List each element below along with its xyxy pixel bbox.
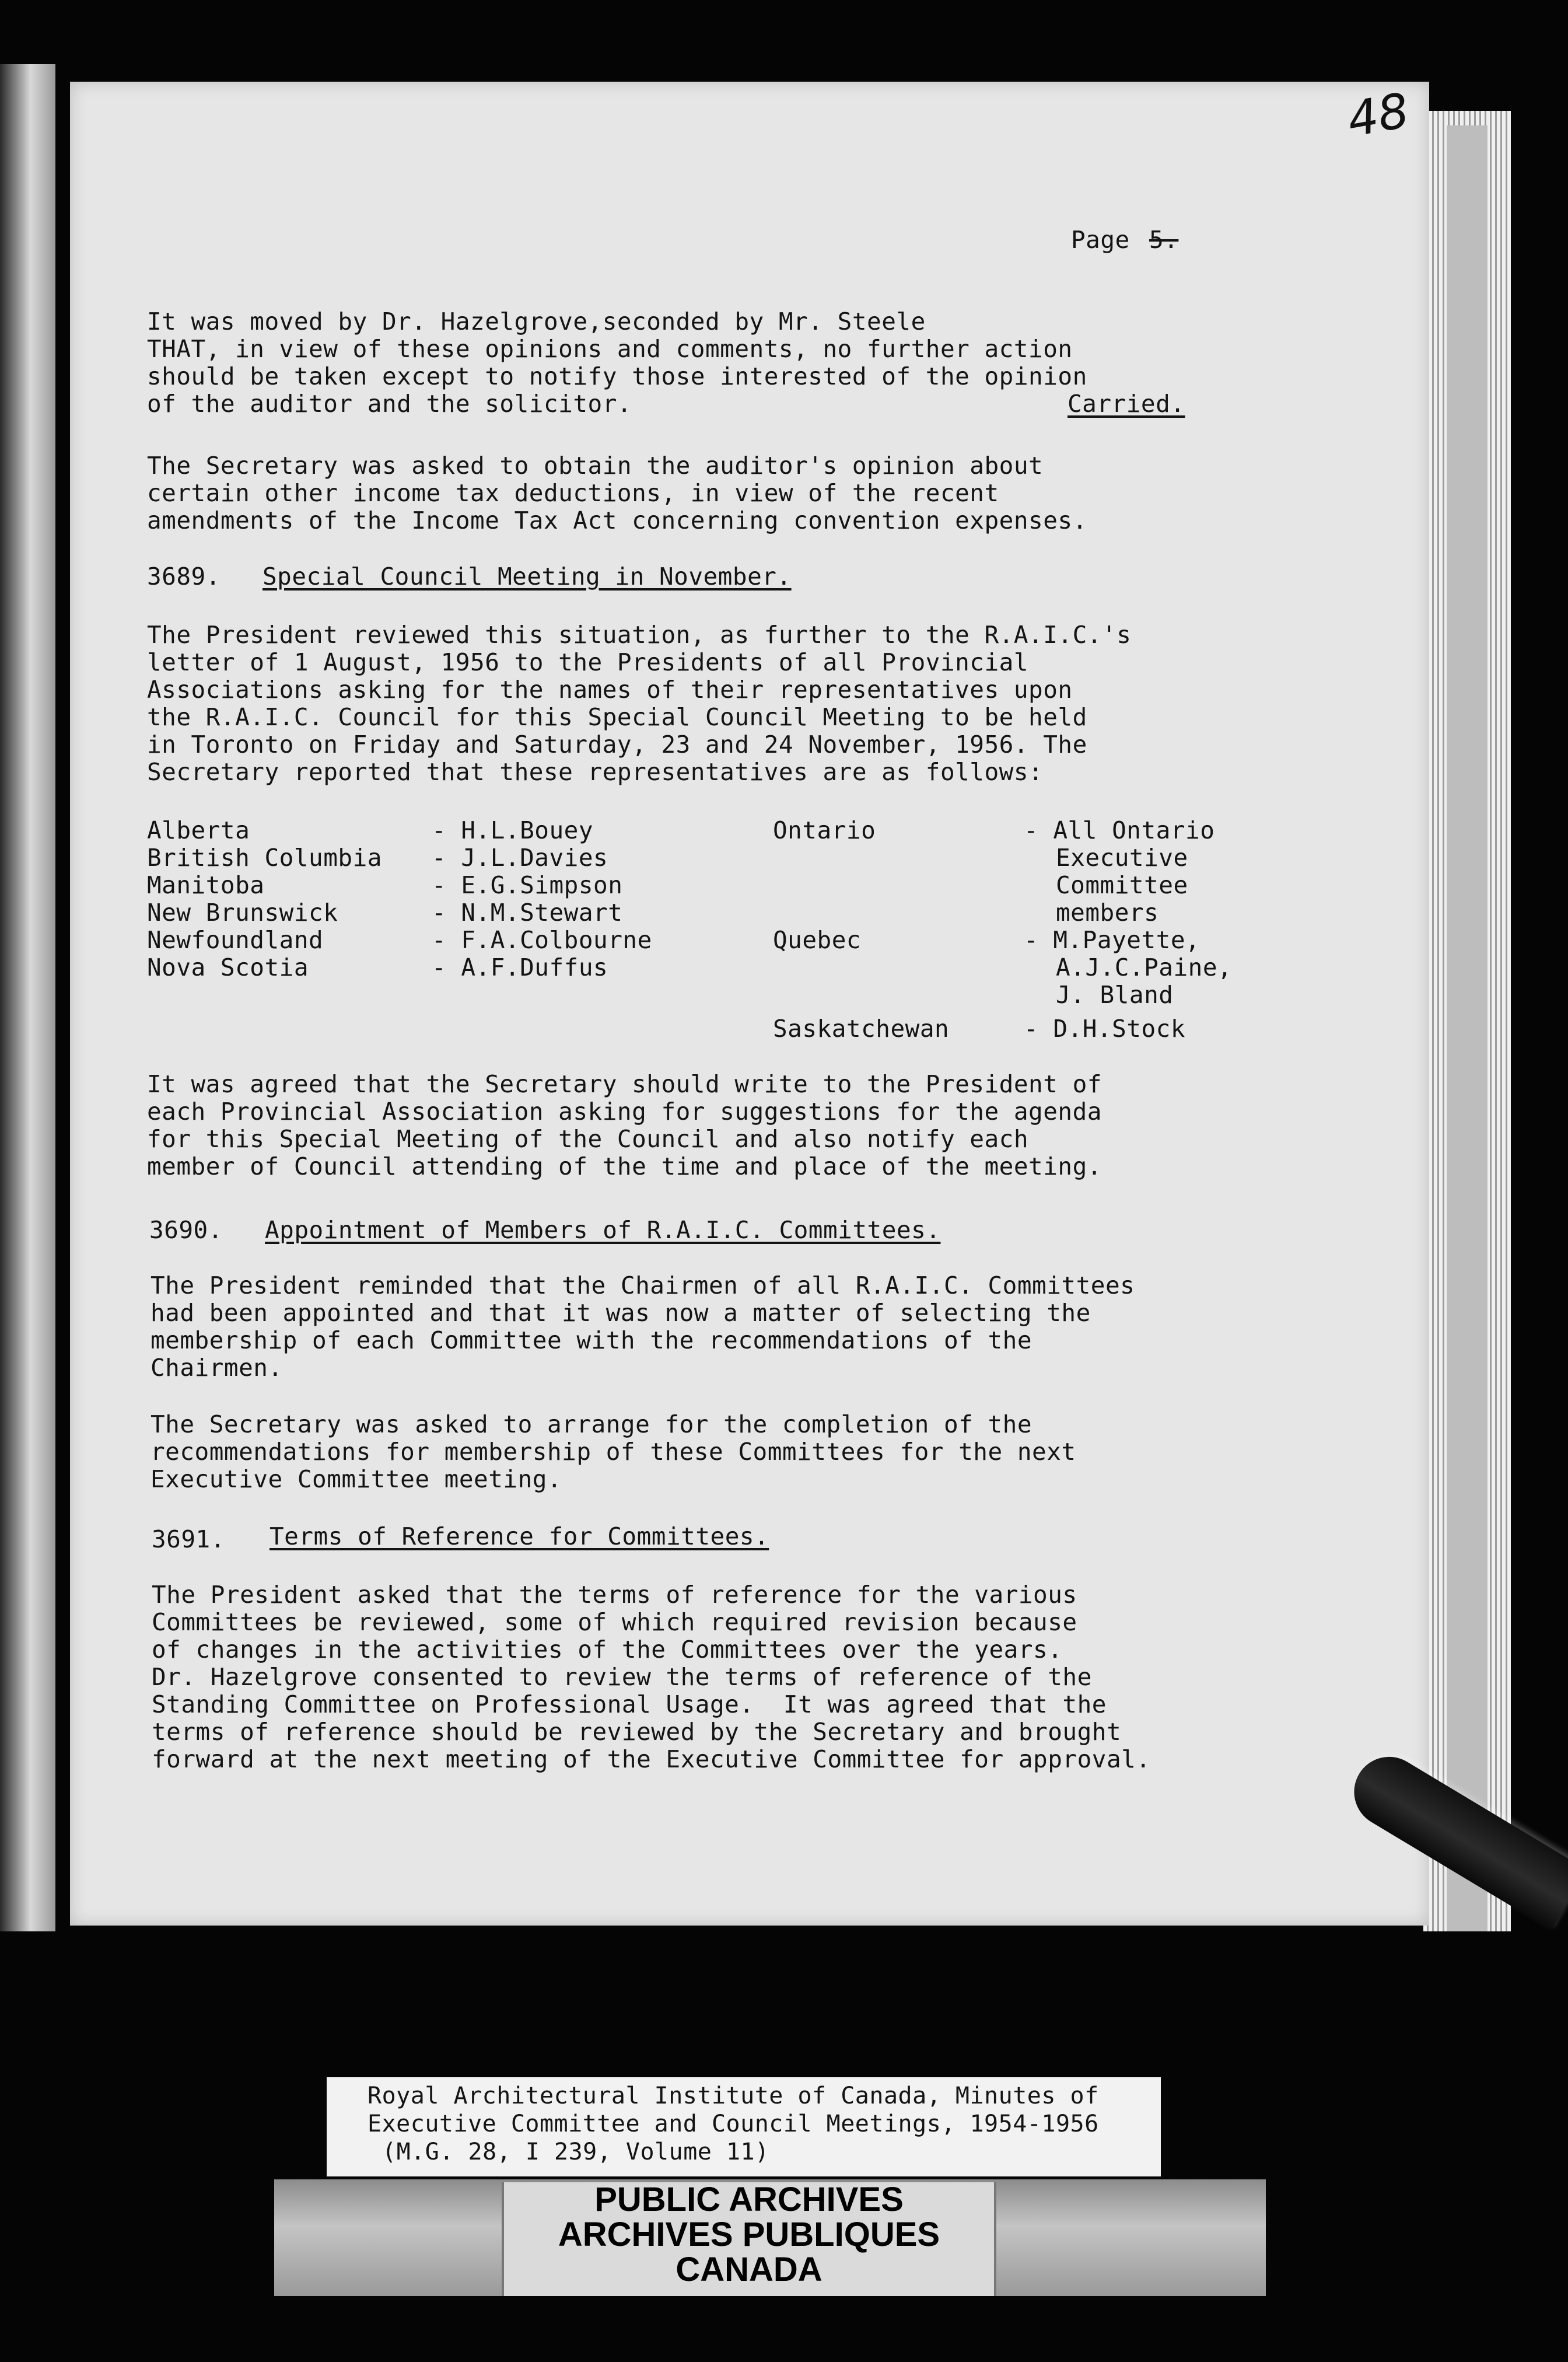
section-title: Appointment of Members of R.A.I.C. Committees. [265, 1216, 941, 1244]
stamp-line: PUBLIC ARCHIVES [594, 2181, 904, 2218]
text-line: letter of 1 August, 1956 to the Presidents of all Provincial [147, 648, 1029, 676]
text-line: Associations asking for the names of their representatives upon [147, 676, 1073, 704]
text-line: certain other income tax deductions, in view of the recent [147, 479, 999, 507]
text-line: membership of each Committee with the recommendations of the [150, 1326, 1032, 1354]
text-line: Committees be reviewed, some of which required revision because [152, 1608, 1077, 1636]
text-line: The President reminded that the Chairmen of all R.A.I.C. Committees [150, 1271, 1135, 1299]
text-line: member of Council attending of the time and place of the meeting. [147, 1152, 1102, 1180]
label-line: Executive Committee and Council Meetings, 1954-1956 [368, 2111, 1099, 2137]
province-name: Alberta [147, 816, 250, 844]
representative-name: - J.L.Davies [432, 844, 608, 872]
text-line: It was agreed that the Secretary should write to the President of [147, 1070, 1102, 1098]
text-line: The Secretary was asked to obtain the auditor's opinion about [147, 452, 1044, 480]
page-number: 5. [1149, 226, 1179, 254]
representative-name: A.J.C.Paine, [1056, 953, 1233, 981]
province-name: Manitoba [147, 871, 265, 899]
representative-name: members [1056, 899, 1159, 927]
text-line: It was moved by Dr. Hazelgrove,seconded by Mr. Steele [147, 308, 926, 336]
handwritten-page-number: 48 [1343, 83, 1413, 148]
text-line: for this Special Meeting of the Council and also notify each [147, 1125, 1029, 1153]
text-line: Executive Committee meeting. [150, 1465, 562, 1493]
province-name: Nova Scotia [147, 953, 309, 981]
text-line: had been appointed and that it was now a matter of selecting the [150, 1299, 1091, 1327]
section-title: Terms of Reference for Committees. [270, 1522, 769, 1550]
text-line: of changes in the activities of the Committees over the years. [152, 1636, 1063, 1664]
text-line: Secretary reported that these representatives are as follows: [147, 758, 1044, 786]
text-line: Chairmen. [150, 1354, 283, 1382]
province-name: Newfoundland [147, 926, 324, 954]
section-number: 3690. [149, 1216, 223, 1244]
representative-name: - E.G.Simpson [432, 871, 623, 899]
section-number: 3691. [152, 1525, 225, 1553]
text-line: recommendations for membership of these Committees for the next [150, 1438, 1076, 1466]
text-line: terms of reference should be reviewed by the Secretary and brought [152, 1718, 1122, 1746]
representative-name: - D.H.Stock [1024, 1015, 1186, 1043]
representative-name: J. Bland [1056, 981, 1174, 1009]
label-line: Royal Architectural Institute of Canada, Minutes of [368, 2083, 1099, 2109]
province-name: Quebec [773, 926, 862, 954]
text-line: amendments of the Income Tax Act concerning convention expenses. [147, 506, 1087, 534]
text-line: in Toronto on Friday and Saturday, 23 and 24 November, 1956. The [147, 731, 1087, 759]
representative-name: Executive [1056, 844, 1188, 872]
stamp-line: CANADA [676, 2251, 822, 2288]
representative-name: - H.L.Bouey [432, 816, 594, 844]
text-line: Standing Committee on Professional Usage. It was agreed that the [152, 1690, 1107, 1718]
archive-label [327, 2077, 1161, 2176]
left-page-edge [0, 64, 55, 1931]
representative-name: - F.A.Colbourne [432, 926, 652, 954]
representative-name: Committee [1056, 871, 1188, 899]
province-name: British Columbia [147, 844, 382, 872]
province-name: New Brunswick [147, 899, 338, 927]
representative-name: - M.Payette, [1024, 926, 1200, 954]
section-title: Special Council Meeting in November. [262, 562, 792, 590]
text-line: The President reviewed this situation, as further to the R.A.I.C.'s [147, 621, 1132, 649]
page-stack-edge [1447, 125, 1488, 1931]
text-line: The Secretary was asked to arrange for the completion of the [150, 1410, 1032, 1438]
page-label: Page [1071, 226, 1130, 254]
stamp-line: ARCHIVES PUBLIQUES [558, 2216, 940, 2253]
text-line: should be taken except to notify those interested of the opinion [147, 362, 1087, 390]
representative-name: - N.M.Stewart [432, 899, 623, 927]
archives-stamp [502, 2182, 996, 2296]
text-line: The President asked that the terms of reference for the various [152, 1581, 1077, 1609]
text-line: of the auditor and the solicitor. [147, 390, 632, 418]
text-line: forward at the next meeting of the Executive Committee for approval. [152, 1745, 1151, 1773]
text-line: each Provincial Association asking for suggestions for the agenda [147, 1098, 1102, 1126]
text-line: Dr. Hazelgrove consented to review the terms of reference of the [152, 1663, 1092, 1691]
text-line: the R.A.I.C. Council for this Special Council Meeting to be held [147, 703, 1087, 731]
label-line: (M.G. 28, I 239, Volume 11) [382, 2139, 769, 2165]
carried-label: Carried. [1068, 390, 1185, 418]
representative-name: - A.F.Duffus [432, 953, 608, 981]
text-line: THAT, in view of these opinions and comments, no further action [147, 335, 1073, 363]
representative-name: - All Ontario [1024, 816, 1215, 844]
section-number: 3689. [147, 562, 220, 590]
province-name: Ontario [773, 816, 876, 844]
province-name: Saskatchewan [773, 1015, 950, 1043]
